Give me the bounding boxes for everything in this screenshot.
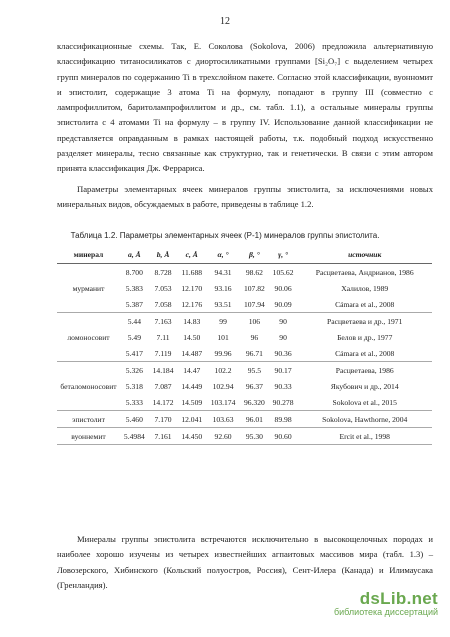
value-cell: 96 [250,332,259,342]
value-cell: 90.06 [274,283,292,293]
mineral-name: вуоннемит [57,428,120,445]
table-row [57,428,432,445]
value-cell: 5.4984 [120,428,149,445]
column-header: γ, ° [269,246,298,264]
source-cell: Расцветаева, 1986 [335,365,394,375]
table-row [57,313,432,330]
source-cell: Cámara et al., 2008 [297,345,432,362]
column-header: a, Å [120,246,149,264]
value-cell: 5.49 [127,332,141,342]
column-header: минерал [57,246,120,264]
paragraph-1: классификационные схемы. Так, Е. Соколова (Sokolova, 2006) предложила альтернативную классификацию титаносиликатов с диортосиликатными группами [Si₂O₇] с выделением четырех групп минералов по содержанию Ti в трехслойном пакете. Согласно этой классификации, вуонномит и эпистолит, содержащие 3 атома Ti на формулу, попадают в группу III (совместно с лампрофиллитом, баритолампрофиллитом и др., см. табл. 1.1), а остальные минералы группы эпистолита с 4 атомами Ti на формулу – в группу IV. Использование данной классификации не представляется оправданным в рамках настоящей работы, т.к. подобный подход искусственно разделяет минералы, тесно связанные как структурно, так и генетически. В связи с этим автором принята классификация Дж. Феррариса. [57,41,433,174]
value-cell: 7.170 [149,411,178,428]
value-cell: 5.318 [125,381,143,391]
source-cell: Sokolova, Hawthorne, 2004 [297,411,432,428]
value-cell: 90.17 [274,365,292,375]
paragraph-3: Минералы группы эпистолита встречаются исключительно в высокощелочных породах и наиболее хорошо изучены из четырех известнейших агпаитовых массивов мира (табл. 1.3) – Ловозерского, Хибинского (Кольский полуостров, Россия), Сент-Илера (Канада) и Илимаусака (Гренландия). [57,534,433,590]
value-cell: 14.83 [183,316,201,326]
value-cell: 12.176 [177,296,206,313]
value-cell: 94.31 [214,267,232,277]
value-cell: 90.33 [274,381,292,391]
value-cell: 7.053 [154,283,172,293]
parameters-table [57,246,432,445]
value-cell: 96.01 [240,411,269,428]
value-cell: 14.450 [177,428,206,445]
value-cell: 5.460 [120,411,149,428]
value-cell: 99.96 [206,345,240,362]
source-cell: Халилов, 1989 [341,283,389,293]
value-cell: 14.449 [181,381,203,391]
source-cell: Белов и др., 1977 [337,332,393,342]
page-number: 12 [220,16,230,27]
table-caption: Таблица 1.2. Параметры элементарных ячеек (P-1) минералов группы эпистолита. [70,231,380,240]
value-cell: 12.041 [177,411,206,428]
value-cell: 5.387 [120,296,149,313]
value-cell: 7.087 [154,381,172,391]
watermark [334,589,438,617]
value-cell: 7.058 [149,296,178,313]
column-header: b, Å [149,246,178,264]
value-cell: 5.417 [120,345,149,362]
value-cell: 101 [217,332,229,342]
source-cell: Sokolova et al., 2015 [297,394,432,411]
value-cell: 14.50 [183,332,201,342]
value-cell: 7.11 [156,332,170,342]
value-cell: 90.60 [269,428,298,445]
value-cell: 90 [279,332,287,342]
source-cell: Cámara et al., 2008 [297,296,432,313]
source-cell: Якубович и др., 2014 [330,381,399,391]
value-cell: 11.688 [181,267,203,277]
value-cell: 103.63 [206,411,240,428]
mineral-name: эпистолит [57,411,120,428]
value-cell: 98.62 [245,267,263,277]
paragraph-2: Параметры элементарных ячеек минералов группы эпистолита, за исключениями новых минеральных видов, обсуждаемых в работе, приведены в таблице 1.2. [57,184,433,210]
value-cell: 14.184 [152,365,174,375]
value-cell: 90.36 [269,345,298,362]
value-cell: 102.2 [214,365,232,375]
source-cell: Ercit et al., 1998 [297,428,432,445]
value-cell: 107.94 [240,296,269,313]
value-cell: 7.163 [154,316,172,326]
value-cell: 12.170 [181,283,203,293]
source-cell: Расцветаева, Андрианов, 1986 [315,267,414,277]
table-row [57,362,432,379]
value-cell: 7.161 [149,428,178,445]
value-cell: 106 [248,316,261,326]
mineral-name: ломоносовит [57,313,120,362]
watermark-subtitle: библиотека диссертаций [333,607,438,617]
value-cell: 107.82 [243,283,265,293]
value-cell: 14.509 [177,394,206,411]
value-cell: 99 [219,316,227,326]
value-cell: 96.71 [240,345,269,362]
value-cell: 5.383 [125,283,143,293]
column-header: β, ° [240,246,269,264]
value-cell: 8.700 [125,267,143,277]
value-cell: 7.119 [149,345,178,362]
value-cell: 89.98 [269,411,298,428]
value-cell: 5.326 [125,365,143,375]
value-cell: 92.60 [206,428,240,445]
value-cell: 14.47 [183,365,201,375]
value-cell: 93.51 [206,296,240,313]
source-cell: Расцветаева и др., 1971 [327,316,403,326]
header-row [57,246,432,264]
value-cell: 5.333 [120,394,149,411]
value-cell: 8.728 [154,267,172,277]
column-header: α, ° [206,246,240,264]
mineral-name: мурманит [57,264,120,313]
value-cell: 90.09 [269,296,298,313]
value-cell: 103.174 [206,394,240,411]
value-cell: 90 [279,316,287,326]
value-cell: 105.62 [272,267,294,277]
value-cell: 14.487 [177,345,206,362]
value-cell: 93.16 [214,283,232,293]
value-cell: 95.30 [240,428,269,445]
value-cell: 14.172 [149,394,178,411]
table-row [57,411,432,428]
watermark-logo: dsLib.net [359,589,438,608]
table-body [57,264,432,445]
mineral-name: беталомоносовит [57,362,120,411]
column-header: c, Å [177,246,206,264]
value-cell: 96.320 [240,394,269,411]
table-row [57,264,432,281]
table-header [57,246,432,264]
value-cell: 90.278 [269,394,298,411]
column-header: источник [297,246,432,264]
value-cell: 96.37 [245,381,263,391]
value-cell: 5.44 [127,316,141,326]
value-cell: 95.5 [247,365,262,375]
value-cell: 102.94 [212,381,234,391]
